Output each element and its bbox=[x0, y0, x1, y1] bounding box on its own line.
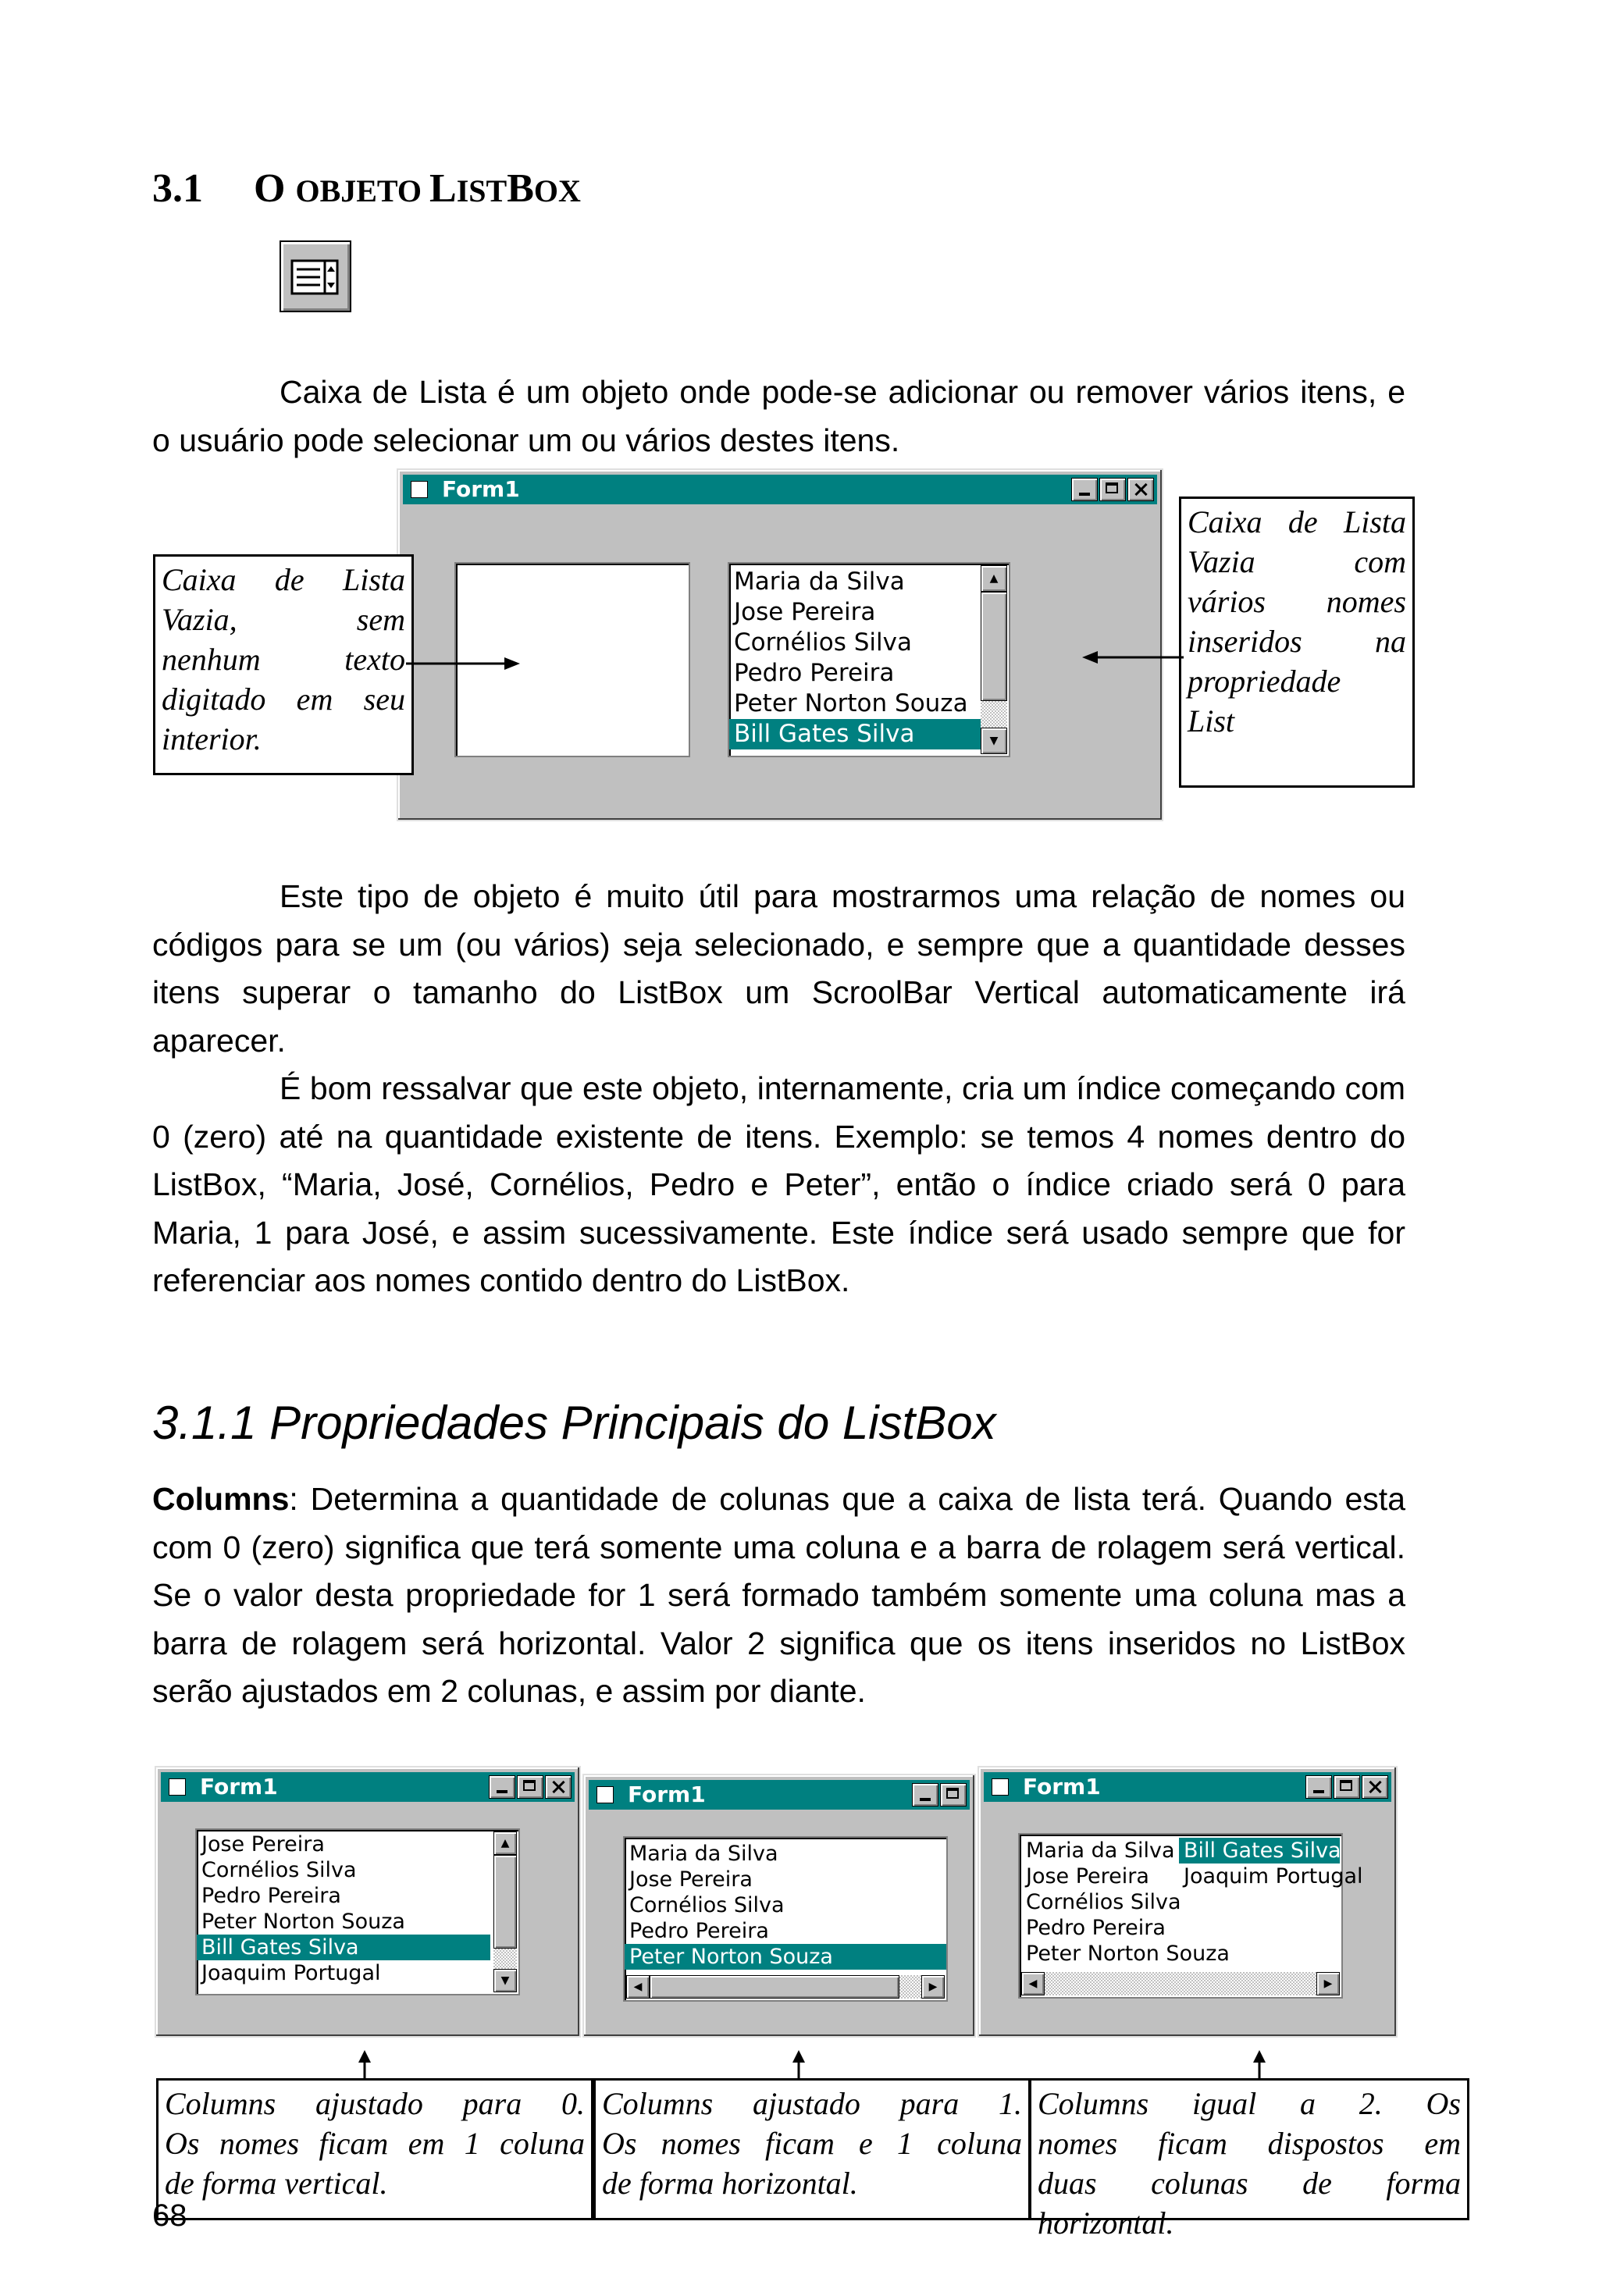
listbox-columns1[interactable] bbox=[623, 1836, 948, 2002]
form1-columns0-window bbox=[155, 1766, 581, 2038]
window-title: Form1 bbox=[1023, 1774, 1101, 1799]
form-app-icon bbox=[597, 1786, 614, 1803]
list-item[interactable]: Pedro Pereira bbox=[201, 1884, 341, 1908]
list-item[interactable]: Maria da Silva bbox=[629, 1842, 778, 1866]
list-item[interactable]: Peter Norton Souza bbox=[734, 689, 968, 717]
caption-columns1: Columns ajustado para 1. Os nomes ficam e 1 coluna de forma horizontal. bbox=[593, 2078, 1031, 2220]
close-button[interactable] bbox=[1362, 1775, 1388, 1799]
filled-listbox[interactable] bbox=[728, 562, 1010, 757]
section-number: 3.1 bbox=[152, 166, 203, 211]
maximize-button[interactable] bbox=[940, 1783, 967, 1807]
body-text: Este tipo de objeto é muito útil para mostrarmos uma relação de nomes ou códigos para se um (ou vários) seja selecionado, e sempre que a quantidade desses itens superar o tamanho do ListBox um ScroolBar Vertical automaticamente irá aparecer. É bom ressalvar que este objeto, internamente, cria um índice começando com 0 (zero) até na quantidade existente de itens. Exemplo: se temos 4 nomes dentro do ListBox, “Maria, José, Cornélios, Pedro e Peter”, então o índice criado será 0 para Maria, 1 para José, e assim sucessivamente. Este índice será usado sempre que for referenciar aos nomes contido dentro do ListBox. bbox=[152, 878, 1405, 1298]
list-item[interactable]: Jose Pereira bbox=[201, 1832, 325, 1856]
horizontal-scrollbar[interactable] bbox=[1021, 1972, 1340, 1995]
list-item-selected[interactable]: Bill Gates Silva bbox=[729, 719, 981, 749]
list-item-selected[interactable]: Bill Gates Silva bbox=[197, 1935, 490, 1960]
window-title: Form1 bbox=[628, 1782, 706, 1807]
list-item[interactable]: Cornélios Silva bbox=[1026, 1890, 1181, 1914]
property-term: Columns bbox=[152, 1481, 290, 1517]
maximize-button[interactable] bbox=[517, 1775, 543, 1799]
horizontal-scrollbar[interactable] bbox=[626, 1975, 945, 1999]
list-item-selected[interactable]: Peter Norton Souza bbox=[625, 1944, 946, 1970]
minimize-button[interactable] bbox=[1071, 478, 1098, 501]
vertical-scrollbar[interactable] bbox=[981, 565, 1007, 754]
columns-property-paragraph: Columns: Determina a quantidade de colunas que a caixa de lista terá. Quando esta com 0 (zero) significa que terá somente uma coluna e a barra de rolagem será vertical. Se o valor desta propriedade for 1 será formado também somente uma coluna mas a barra de rolagem será horizontal. Valor 2 significa que os itens inseridos no ListBox serão ajustados em 2 colunas, e assim por diante. bbox=[152, 1481, 1405, 1709]
arrow-up-icon bbox=[787, 2050, 810, 2081]
scroll-left-icon[interactable]: ◀ bbox=[1021, 1972, 1045, 1995]
list-item[interactable]: Jose Pereira bbox=[1026, 1864, 1149, 1888]
minimize-button[interactable] bbox=[1305, 1775, 1332, 1799]
form-app-icon bbox=[992, 1778, 1009, 1796]
note-filled-listbox: Caixa de Lista Vazia com vários nomes inseridos na propriedade List bbox=[1179, 497, 1415, 788]
list-item[interactable]: Joaquim Portugal bbox=[1184, 1864, 1363, 1888]
window-title: Form1 bbox=[442, 476, 520, 502]
vertical-scrollbar[interactable] bbox=[493, 1831, 517, 1992]
close-button[interactable] bbox=[1127, 478, 1154, 501]
scroll-right-icon[interactable]: ▶ bbox=[1316, 1972, 1340, 1995]
listbox-glyph-icon bbox=[281, 242, 350, 311]
maximize-button[interactable] bbox=[1334, 1775, 1360, 1799]
scroll-thumb[interactable] bbox=[493, 1855, 517, 1949]
scroll-down-icon[interactable]: ▼ bbox=[493, 1969, 517, 1992]
list-item[interactable]: Jose Pereira bbox=[629, 1867, 753, 1892]
close-button[interactable] bbox=[545, 1775, 572, 1799]
list-item[interactable]: Pedro Pereira bbox=[1026, 1916, 1166, 1940]
window-title: Form1 bbox=[200, 1774, 278, 1799]
scroll-left-icon[interactable]: ◀ bbox=[626, 1975, 650, 1999]
caption-columns2: Columns igual a 2. Os nomes ficam dispostos em duas colunas de forma horizontal. bbox=[1029, 2078, 1469, 2220]
arrow-to-empty-listbox-icon bbox=[406, 648, 523, 679]
list-item-selected[interactable]: Bill Gates Silva bbox=[1179, 1838, 1340, 1863]
minimize-button[interactable] bbox=[912, 1783, 938, 1807]
maximize-button[interactable] bbox=[1099, 478, 1126, 501]
list-item[interactable]: Peter Norton Souza bbox=[201, 1910, 405, 1934]
section-heading: 3.1 O OBJETO LISTBOX bbox=[152, 166, 581, 211]
list-item[interactable]: Pedro Pereira bbox=[734, 659, 895, 687]
arrow-up-icon bbox=[1248, 2050, 1271, 2081]
scroll-up-icon[interactable]: ▲ bbox=[493, 1831, 517, 1855]
scroll-thumb[interactable] bbox=[981, 592, 1007, 701]
form1-columns1-window bbox=[582, 1774, 976, 2038]
arrow-to-filled-listbox-icon bbox=[1082, 642, 1184, 673]
list-item[interactable]: Jose Pereira bbox=[734, 598, 876, 626]
form1-titlebar bbox=[161, 1772, 575, 1802]
listbox-columns0[interactable] bbox=[195, 1828, 520, 1995]
list-item[interactable]: Maria da Silva bbox=[734, 568, 905, 596]
page-number: 68 bbox=[152, 2198, 187, 2233]
list-item[interactable]: Maria da Silva bbox=[1026, 1839, 1175, 1863]
list-item[interactable]: Peter Norton Souza bbox=[1026, 1942, 1230, 1966]
list-item[interactable]: Joaquim Portugal bbox=[201, 1961, 381, 1985]
form1-titlebar bbox=[984, 1772, 1391, 1802]
list-item[interactable]: Pedro Pereira bbox=[629, 1919, 769, 1943]
form1-window bbox=[397, 468, 1163, 821]
subsection-heading: 3.1.1 Propriedades Principais do ListBox bbox=[152, 1397, 996, 1449]
listbox-toolbox-icon bbox=[280, 240, 351, 312]
form1-titlebar bbox=[403, 475, 1157, 504]
list-item[interactable]: Cornélios Silva bbox=[734, 628, 912, 657]
list-item[interactable]: Cornélios Silva bbox=[629, 1893, 785, 1917]
form1-columns2-window bbox=[978, 1766, 1398, 2038]
scroll-thumb[interactable] bbox=[650, 1975, 899, 1999]
form-app-icon bbox=[411, 481, 428, 498]
intro-paragraph: Caixa de Lista é um objeto onde pode-se adicionar ou remover vários itens, e o usuário pode selecionar um ou vários destes itens. bbox=[152, 374, 1405, 458]
arrow-up-icon bbox=[353, 2050, 376, 2081]
minimize-button[interactable] bbox=[489, 1775, 515, 1799]
note-empty-listbox: Caixa de Lista Vazia, sem nenhum texto digitado em seu interior. bbox=[153, 554, 414, 775]
scroll-down-icon[interactable]: ▼ bbox=[981, 728, 1007, 754]
scroll-up-icon[interactable]: ▲ bbox=[981, 565, 1007, 592]
caption-columns0: Columns ajustado para 0. Os nomes ficam em 1 coluna de forma vertical. bbox=[156, 2078, 593, 2220]
listbox-columns2[interactable] bbox=[1018, 1833, 1363, 1999]
form1-titlebar bbox=[589, 1780, 970, 1810]
list-item[interactable]: Cornélios Silva bbox=[201, 1858, 357, 1882]
form-app-icon bbox=[169, 1778, 186, 1796]
scroll-right-icon[interactable]: ▶ bbox=[921, 1975, 945, 1999]
